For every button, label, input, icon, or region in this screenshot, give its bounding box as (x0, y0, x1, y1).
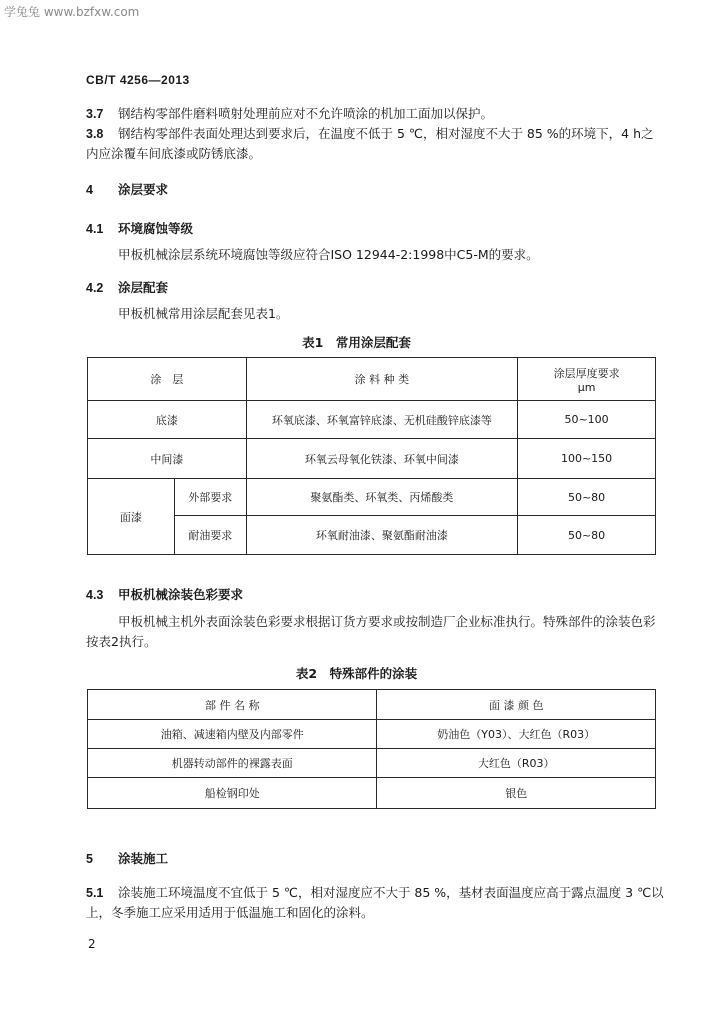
topcoat-cell: 面漆 (88, 479, 175, 555)
clause-number: 3.8 (86, 127, 104, 141)
thickness-cell: 50~100 (518, 401, 656, 439)
clause-5-1 (86, 883, 664, 903)
clause-number: 4.2 (86, 281, 104, 295)
table-row (88, 749, 656, 778)
subtype-cell: 外部要求 (174, 479, 246, 516)
section-5-heading (86, 849, 168, 867)
standard-code: CB/T 4256—2013 (86, 73, 190, 87)
types-cell: 聚氨酯类、环氧类、丙烯酸类 (246, 479, 517, 516)
clause-3-8 (86, 124, 654, 144)
coating-system-table (87, 357, 656, 555)
subtype-cell: 耐油要求 (174, 516, 246, 555)
clause-title: 环境腐蚀等级 (118, 221, 194, 236)
table1-caption: 表1 常用涂层配套 (302, 335, 411, 350)
clause-text: 钢结构零部件磨料喷射处理前应对不允许喷涂的机加工面加以保护。 (118, 106, 494, 121)
clause-number: 4.1 (86, 222, 104, 236)
section-number: 4 (86, 183, 93, 197)
clause-4-3-line2: 按表2执行。 (86, 634, 157, 649)
part-cell: 船检钢印处 (88, 778, 377, 809)
part-cell: 机器转动部件的裸露表面 (88, 749, 377, 778)
clause-number: 5.1 (86, 886, 104, 900)
clause-text-line1: 钢结构零部件表面处理达到要求后，在温度不低于 5 ℃，相对湿度不大于 85 %的环境下，4 h之 (118, 126, 654, 141)
clause-5-1-line2: 上，冬季施工应采用适用于低温施工和固化的涂料。 (86, 905, 374, 920)
clause-title: 甲板机械涂装色彩要求 (118, 587, 244, 602)
clause-4-3-line1: 甲板机械主机外表面涂装色彩要求根据订货方要求或按制造厂企业标准执行。特殊部件的涂装色彩 (118, 614, 656, 629)
header-thickness-unit: μm (577, 380, 596, 394)
clause-3-8-line2: 内应涂覆车间底漆或防锈底漆。 (86, 146, 262, 161)
header-thickness (518, 358, 656, 401)
thickness-cell: 50~80 (518, 479, 656, 516)
types-cell: 环氧云母氧化铁漆、环氧中间漆 (246, 439, 517, 479)
types-cell: 环氧底漆、环氧富锌底漆、无机硅酸锌底漆等 (246, 401, 517, 439)
section-4-heading (86, 180, 168, 198)
clause-text-line1: 涂装施工环境温度不宜低于 5 ℃，相对湿度应不大于 85 %，基材表面温度应高于露点温度 3 ℃以 (118, 885, 664, 900)
table-header-row (88, 690, 656, 720)
page-number: 2 (88, 937, 96, 951)
types-cell: 环氧耐油漆、聚氨酯耐油漆 (246, 516, 517, 555)
clause-4-1-heading (86, 219, 193, 237)
table-row (88, 401, 656, 439)
watermark-text: 学兔兔 www.bzfxw.com (4, 5, 140, 19)
clause-4-2-heading (86, 278, 168, 296)
part-cell: 油箱、减速箱内壁及内部零件 (88, 720, 377, 749)
section-title: 涂层要求 (118, 182, 169, 197)
coat-cell: 中间漆 (88, 439, 247, 479)
clause-4-3-heading (86, 585, 243, 603)
table-row (88, 720, 656, 749)
clause-4-1-text: 甲板机械涂层系统环境腐蚀等级应符合ISO 12944-2:1998中C5-M的要求。 (118, 247, 539, 262)
clause-3-7 (86, 104, 493, 124)
color-cell: 奶油色（Y03）、大红色（R03） (377, 720, 656, 749)
section-title: 涂装施工 (118, 851, 169, 866)
thickness-cell: 100~150 (518, 439, 656, 479)
table-header-row (88, 358, 656, 401)
color-cell: 银色 (377, 778, 656, 809)
clause-title: 涂层配套 (118, 280, 169, 295)
table-row (88, 479, 656, 516)
table-row (88, 778, 656, 809)
header-thickness-label: 涂层厚度要求 (553, 366, 620, 380)
header-part: 部 件 名 称 (88, 690, 377, 720)
special-parts-table (87, 689, 656, 809)
header-types: 涂 料 种 类 (246, 358, 517, 401)
color-cell: 大红色（R03） (377, 749, 656, 778)
header-coat: 涂 层 (88, 358, 247, 401)
clause-number: 4.3 (86, 588, 104, 602)
section-number: 5 (86, 852, 93, 866)
clause-number: 3.7 (86, 107, 104, 121)
header-color: 面 漆 颜 色 (377, 690, 656, 720)
table2-caption: 表2 特殊部件的涂装 (295, 666, 418, 681)
thickness-cell: 50~80 (518, 516, 656, 555)
clause-4-2-text: 甲板机械常用涂层配套见表1。 (118, 306, 289, 321)
coat-cell: 底漆 (88, 401, 247, 439)
table-row (88, 439, 656, 479)
